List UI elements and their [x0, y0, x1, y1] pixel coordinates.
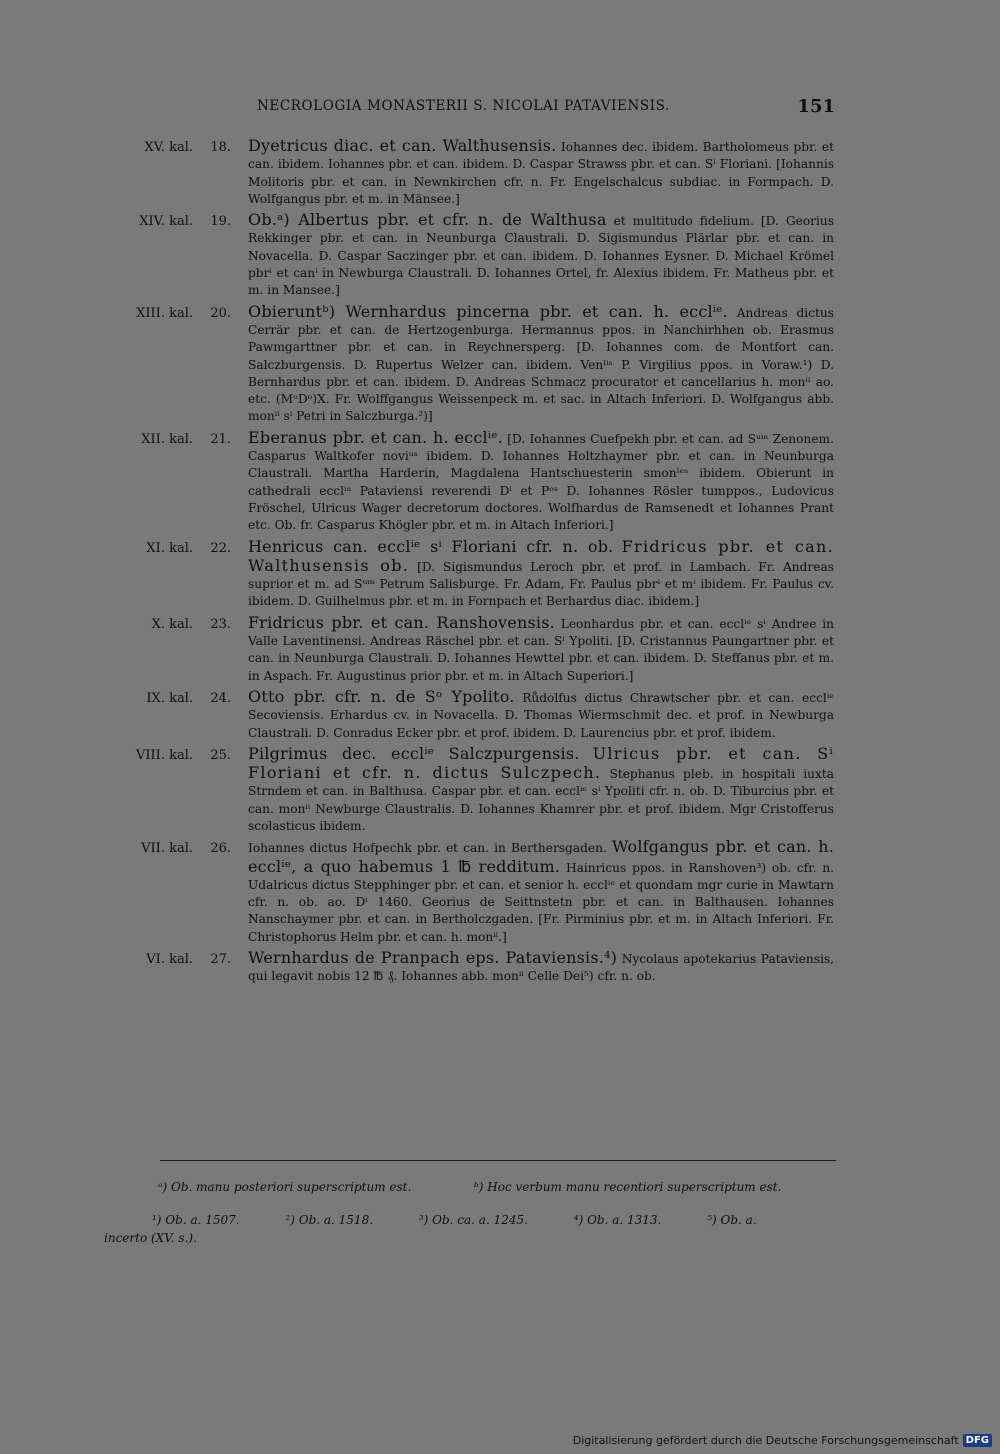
- page-number: 151: [797, 96, 835, 117]
- entry-body: et multitudo fidelium. [D. Georius Rekkinger pbr. et can. in Neunburga Claustrali. D. Sigismundus Plärlar pbr. et can. in Novacella. D. Caspar Saczinger pbr. et can. ibidem. D. Iohannes Eysner. D. Michael Krömel pbrⁱ et canⁱ in Newburga Claustrali. D. Iohannes Ortel, fr. Alexius ibidem. Fr. Matheus pbr. et m. in Mansee.]: [248, 214, 835, 298]
- entry-lead: Wernhardus de Pranpach eps. Pataviensis.⁴): [248, 948, 618, 968]
- necrology-entries: [0, 137, 1000, 989]
- entry-kal: VI. kal.: [146, 952, 193, 968]
- entry-text: [248, 429, 834, 535]
- entry-body: Leonhardus pbr. et can. ecclⁱᵉ sⁱ Andree in Valle Laventinensi. Andreas Räschel pbr. et can. Sⁱ Ypoliti. [D. Cristannus Paungartner pbr. et can. in Neunburga Claustrali. D. Iohannes Hewttel pbr. et can. ibidem. D. Steffanus pbr. et m. in Aspach. Fr. Augustinus prior pbr. et m. in Altach Superiori.]: [248, 616, 835, 683]
- entry-kal: XII. kal.: [141, 431, 193, 447]
- entry-lead: Pilgrimus dec. ecclⁱᵉ Salczpurgensis.: [248, 743, 580, 763]
- entry-26: [0, 838, 1000, 946]
- entry-24: [0, 688, 1000, 742]
- entry-day: 26.: [210, 841, 231, 857]
- entry-body: Andreas dictus Cerrär pbr. et can. de Hertzogenburga. Hermannus ppos. in Nanchirhhen ob. Erasmus Pawmgarttner pbr. et can. in Reychnersperg. [D. Iohannes com. de Montfort can. Salczburgensis. D. Rupertus Welzer can. ibidem. Venˡⁱˢ P. Virgilius ppos. in Voraw.¹) D. Bernhardus pbr. et can. ibidem. D. Andreas Schmacz procurator et cancellarius h. monⁱⁱ ao. etc. (MᵒDᵒ)X. Fr. Wolffgangus Weissenpeck m. et sac. in Altach Inferiori. D. Wolfgangus abb. monⁱⁱ sⁱ Petri in Salczburga.²)]: [248, 305, 834, 424]
- entry-27: [0, 949, 1000, 986]
- entry-text: [248, 137, 834, 208]
- entry-day: 20.: [210, 305, 231, 321]
- entry-body: Nycolaus apotekarius Pataviensis, qui legavit nobis 12 ℔ ₰. Iohannes abb. monⁱⁱ Celle Dei⁵) cfr. n. ob.: [248, 952, 834, 984]
- entry-lead: Eberanus pbr. et can. h. ecclⁱᵉ.: [248, 427, 503, 447]
- entry-18: [0, 137, 1000, 208]
- entry-kal: X. kal.: [151, 616, 193, 632]
- footnote-5: ⁵) Ob. a.: [707, 1213, 757, 1227]
- entry-body: Hainricus ppos. in Ranshoven³) ob. cfr. n. Udalricus dictus Stepphinger pbr. et can. et senior h. ecclⁱᵉ et quondam mgr curie in Mawtarn cfr. n. ob. ao. Dⁱ 1460. Georius de Seittnstetn pbr. et can. in Balthausen. Iohannes Nanschaymer pbr. et can. in Bertholczgaden. [Fr. Pirminius pbr. et m. in Altach Inferiori. Fr. Christophorus Helm pbr. et can. h. monⁱⁱ.]: [248, 860, 835, 944]
- entry-lead-spaced: Fridricus pbr. et can. Walthusensis ob.: [248, 536, 835, 575]
- entry-day: 23.: [210, 616, 231, 632]
- entry-lead: Wolfgangus pbr. et can. h. ecclⁱᵉ, a quo habemus 1 ℔ redditum.: [248, 837, 834, 876]
- entry-lead-spaced: Ulricus pbr. et can. Sⁱ Floriani et cfr. n. dictus Sulczpech.: [248, 743, 834, 783]
- entry-day: 27.: [210, 952, 231, 968]
- entry-text: [248, 838, 834, 946]
- entry-text: [248, 614, 834, 685]
- entry-kal: XIII. kal.: [136, 305, 193, 321]
- footnote-4: ⁴) Ob. a. 1313.: [573, 1213, 662, 1227]
- footnote-b: ᵇ) Hoc verbum manu recentiori superscriptum est.: [474, 1180, 782, 1194]
- entry-day: 21.: [210, 431, 231, 447]
- entry-25: [0, 745, 1000, 835]
- entry-23: [0, 614, 1000, 685]
- entry-day: 19.: [210, 214, 231, 230]
- entry-lead: Dyetricus diac. et can. Walthusensis.: [248, 136, 557, 155]
- entry-body: [D. Iohannes Cuefpekh pbr. et can. ad Sᵘᵐ Zenonem. Casparus Waltkofer noviᵘˢ ibidem. D. Iohannes Holtzhaymer pbr. et can. in Neunburga Claustrali. Martha Harderin, Magdalena Hantschuesterin smonˡᵉˢ ibidem. Obierunt in cathedrali ecclⁱᵃ Pataviensi reverendi Dⁱ et Pᵒˢ D. Iohannes Rösler tumppos., Ludovicus Fröschel, Ulricus Wager decretorum doctores. Wolfhardus de Ramsenedt et Iohannes Prant etc. Ob. fr. Casparus Khögler pbr. et m. in Altach Inferiori.]: [248, 431, 834, 533]
- footnotes-letters: [110, 1180, 835, 1210]
- entry-lead: Fridricus pbr. et can. Ranshovensis.: [248, 612, 555, 632]
- entry-lead: Otto pbr. cfr. n. de Sᵒ Ypolito.: [248, 686, 515, 706]
- entry-text: [248, 303, 834, 426]
- entry-pre: Iohannes dictus Hofpechk pbr. et can. in Berthersgaden.: [248, 841, 607, 856]
- footnotes: [104, 1180, 835, 1248]
- entry-kal: VIII. kal.: [136, 747, 193, 763]
- entry-day: 24.: [210, 690, 231, 706]
- footnote-5-continuation: incerto (XV. s.).: [104, 1231, 197, 1245]
- entry-text: [248, 949, 834, 986]
- footnote-2: ²) Ob. a. 1518.: [285, 1213, 374, 1227]
- footnote-a: ᵃ) Ob. manu posteriori superscriptum est.: [158, 1180, 412, 1194]
- entry-kal: VII. kal.: [141, 841, 193, 857]
- entry-kal: IX. kal.: [146, 690, 193, 706]
- entry-lead: Obieruntᵇ) Wernhardus pincerna pbr. et can. h. ecclⁱᵉ.: [248, 301, 728, 321]
- entry-body: Stephanus pleb. in hospitali iuxta Strndem et can. in Balthusa. Caspar pbr. et can. ecclⁱᵉ sⁱ Ypoliti cfr. n. ob. D. Tiburcius pbr. et can. monⁱⁱ Newburge Claustralis. D. Iohannes Khamrer pbr. et prof. ibidem. Mgr Cristofferus scolasticus ibidem.: [248, 767, 835, 833]
- entry-19: [0, 211, 1000, 299]
- footnote-divider: [160, 1160, 836, 1161]
- entry-text: [248, 688, 834, 742]
- entry-kal: XI. kal.: [146, 540, 193, 556]
- dfg-logo: DFG: [963, 1434, 992, 1447]
- entry-20: [0, 303, 1000, 426]
- entry-text: [248, 745, 834, 835]
- entry-body: Iohannes dec. ibidem. Bartholomeus pbr. et can. ibidem. Iohannes pbr. et can. ibidem. D. Caspar Strawss pbr. et can. Sⁱ Floriani. [Iohannis Molitoris pbr. et can. in Newnkirchen cfr. n. Fr. Engelschalcus subdiac. in Formpach. D. Wolfgangus pbr. et m. in Mänsee.]: [248, 140, 834, 206]
- page-header: [245, 98, 835, 122]
- entry-body: [D. Sigismundus Leroch pbr. et prof. in Lambach. Fr. Andreas suprior et m. ad Sᵘᵐ Petrum Salisburge. Fr. Adam, Fr. Paulus pbrⁱ et mⁱ ibidem. Fr. Paulus cv. ibidem. D. Guilhelmus pbr. et m. in Fornpach et Berhardus diac. ibidem.]: [248, 559, 835, 609]
- entry-kal: XIV. kal.: [139, 214, 193, 230]
- entry-lead: Ob.ᵃ) Albertus pbr. et cfr. n. de Walthusa: [248, 210, 607, 230]
- footnotes-numbers: [104, 1210, 835, 1248]
- entry-body: Růdolfus dictus Chrawtscher pbr. et can. ecclⁱᵉ Secoviensis. Erhardus cv. in Novacella. D. Thomas Wiermschmit dec. et prof. in Newburga Claustrali. D. Conradus Ecker pbr. et prof. ibidem. D. Laurencius pbr. et prof. ibidem.: [248, 690, 834, 740]
- entry-21: [0, 429, 1000, 535]
- entry-day: 18.: [210, 140, 231, 155]
- credit-text: Digitalisierung gefördert durch die Deutsche Forschungsgemeinschaft: [572, 1433, 959, 1447]
- entry-text: [248, 538, 834, 611]
- footnote-3: ³) Ob. ca. a. 1245.: [418, 1213, 528, 1227]
- footnote-1: ¹) Ob. a. 1507.: [152, 1213, 240, 1227]
- running-title: NECROLOGIA MONASTERII S. NICOLAI PATAVIENSIS.: [257, 98, 670, 114]
- digitization-credit: [573, 1432, 992, 1448]
- entry-text: [248, 211, 834, 299]
- entry-lead: Henricus can. ecclⁱᵉ sⁱ Floriani cfr. n. ob.: [248, 536, 614, 556]
- entry-kal: XV. kal.: [144, 140, 193, 155]
- entry-day: 25.: [210, 747, 231, 763]
- entry-22: [0, 538, 1000, 611]
- entry-day: 22.: [210, 540, 231, 556]
